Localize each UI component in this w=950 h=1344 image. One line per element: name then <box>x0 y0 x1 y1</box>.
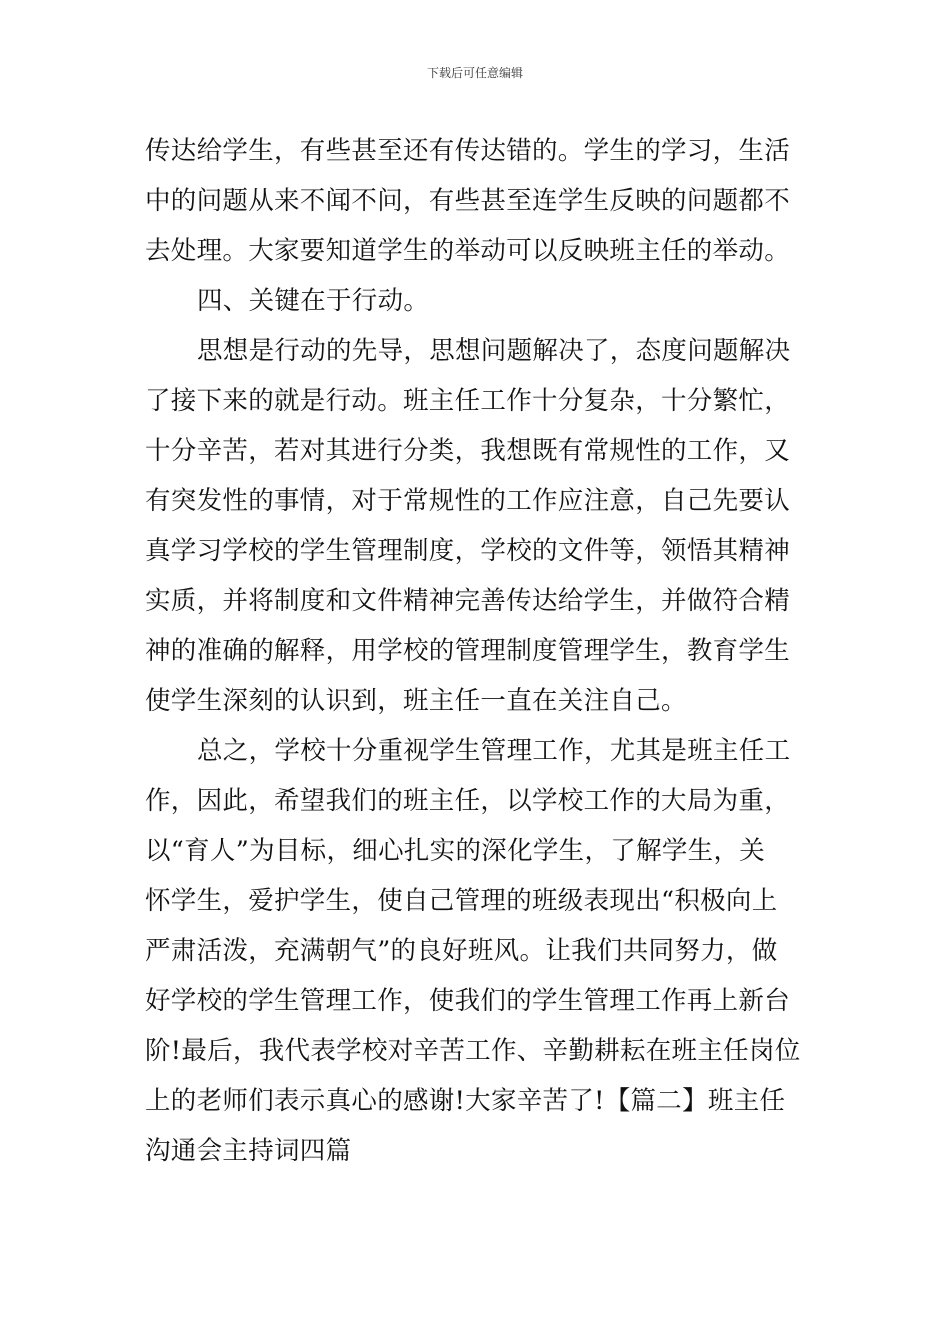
text-line: 怀学生，爱护学生，使自己管理的班级表现出“积极向上 <box>145 886 778 916</box>
section-heading: 四、关键在于行动。 <box>197 286 430 316</box>
text-line: 神的准确的解释，用学校的管理制度管理学生，教育学生 <box>145 636 791 666</box>
text-line: 上的老师们表示真心的感谢!大家辛苦了!【篇二】班主任 <box>145 1086 786 1116</box>
text-line: 阶!最后，我代表学校对辛苦工作、辛勤耕耘在班主任岗位 <box>145 1036 801 1066</box>
text-line: 严肃活泼，充满朝气”的良好班风。让我们共同努力，做 <box>145 936 778 966</box>
text-line: 好学校的学生管理工作，使我们的学生管理工作再上新台 <box>145 986 791 1016</box>
text-line: 沟通会主持词四篇 <box>145 1136 352 1166</box>
text-line: 去处理。大家要知道学生的举动可以反映班主任的举动。 <box>145 236 791 266</box>
text-line: 实质，并将制度和文件精神完善传达给学生，并做符合精 <box>145 586 791 616</box>
text-line: 作，因此，希望我们的班主任，以学校工作的大局为重， <box>145 786 791 816</box>
text-line: 思想是行动的先导，思想问题解决了，态度问题解决 <box>197 336 791 366</box>
text-line: 使学生深刻的认识到，班主任一直在关注自己。 <box>145 686 687 716</box>
text-line: 了接下来的就是行动。班主任工作十分复杂，十分繁忙， <box>145 386 791 416</box>
document-body <box>145 126 807 1176</box>
text-line: 真学习学校的学生管理制度，学校的文件等，领悟其精神 <box>145 536 791 566</box>
text-line: 有突发性的事情，对于常规性的工作应注意，自己先要认 <box>145 486 791 516</box>
page-header: 下载后可任意编辑 <box>426 66 523 80</box>
text-line: 总之，学校十分重视学生管理工作，尤其是班主任工 <box>197 736 791 766</box>
text-line: 中的问题从来不闻不问，有些甚至连学生反映的问题都不 <box>145 186 791 216</box>
text-line: 以“育人”为目标，细心扎实的深化学生，了解学生，关 <box>145 836 766 866</box>
text-line: 十分辛苦，若对其进行分类，我想既有常规性的工作，又 <box>145 436 791 466</box>
text-line: 传达给学生，有些甚至还有传达错的。学生的学习，生活 <box>145 136 791 166</box>
